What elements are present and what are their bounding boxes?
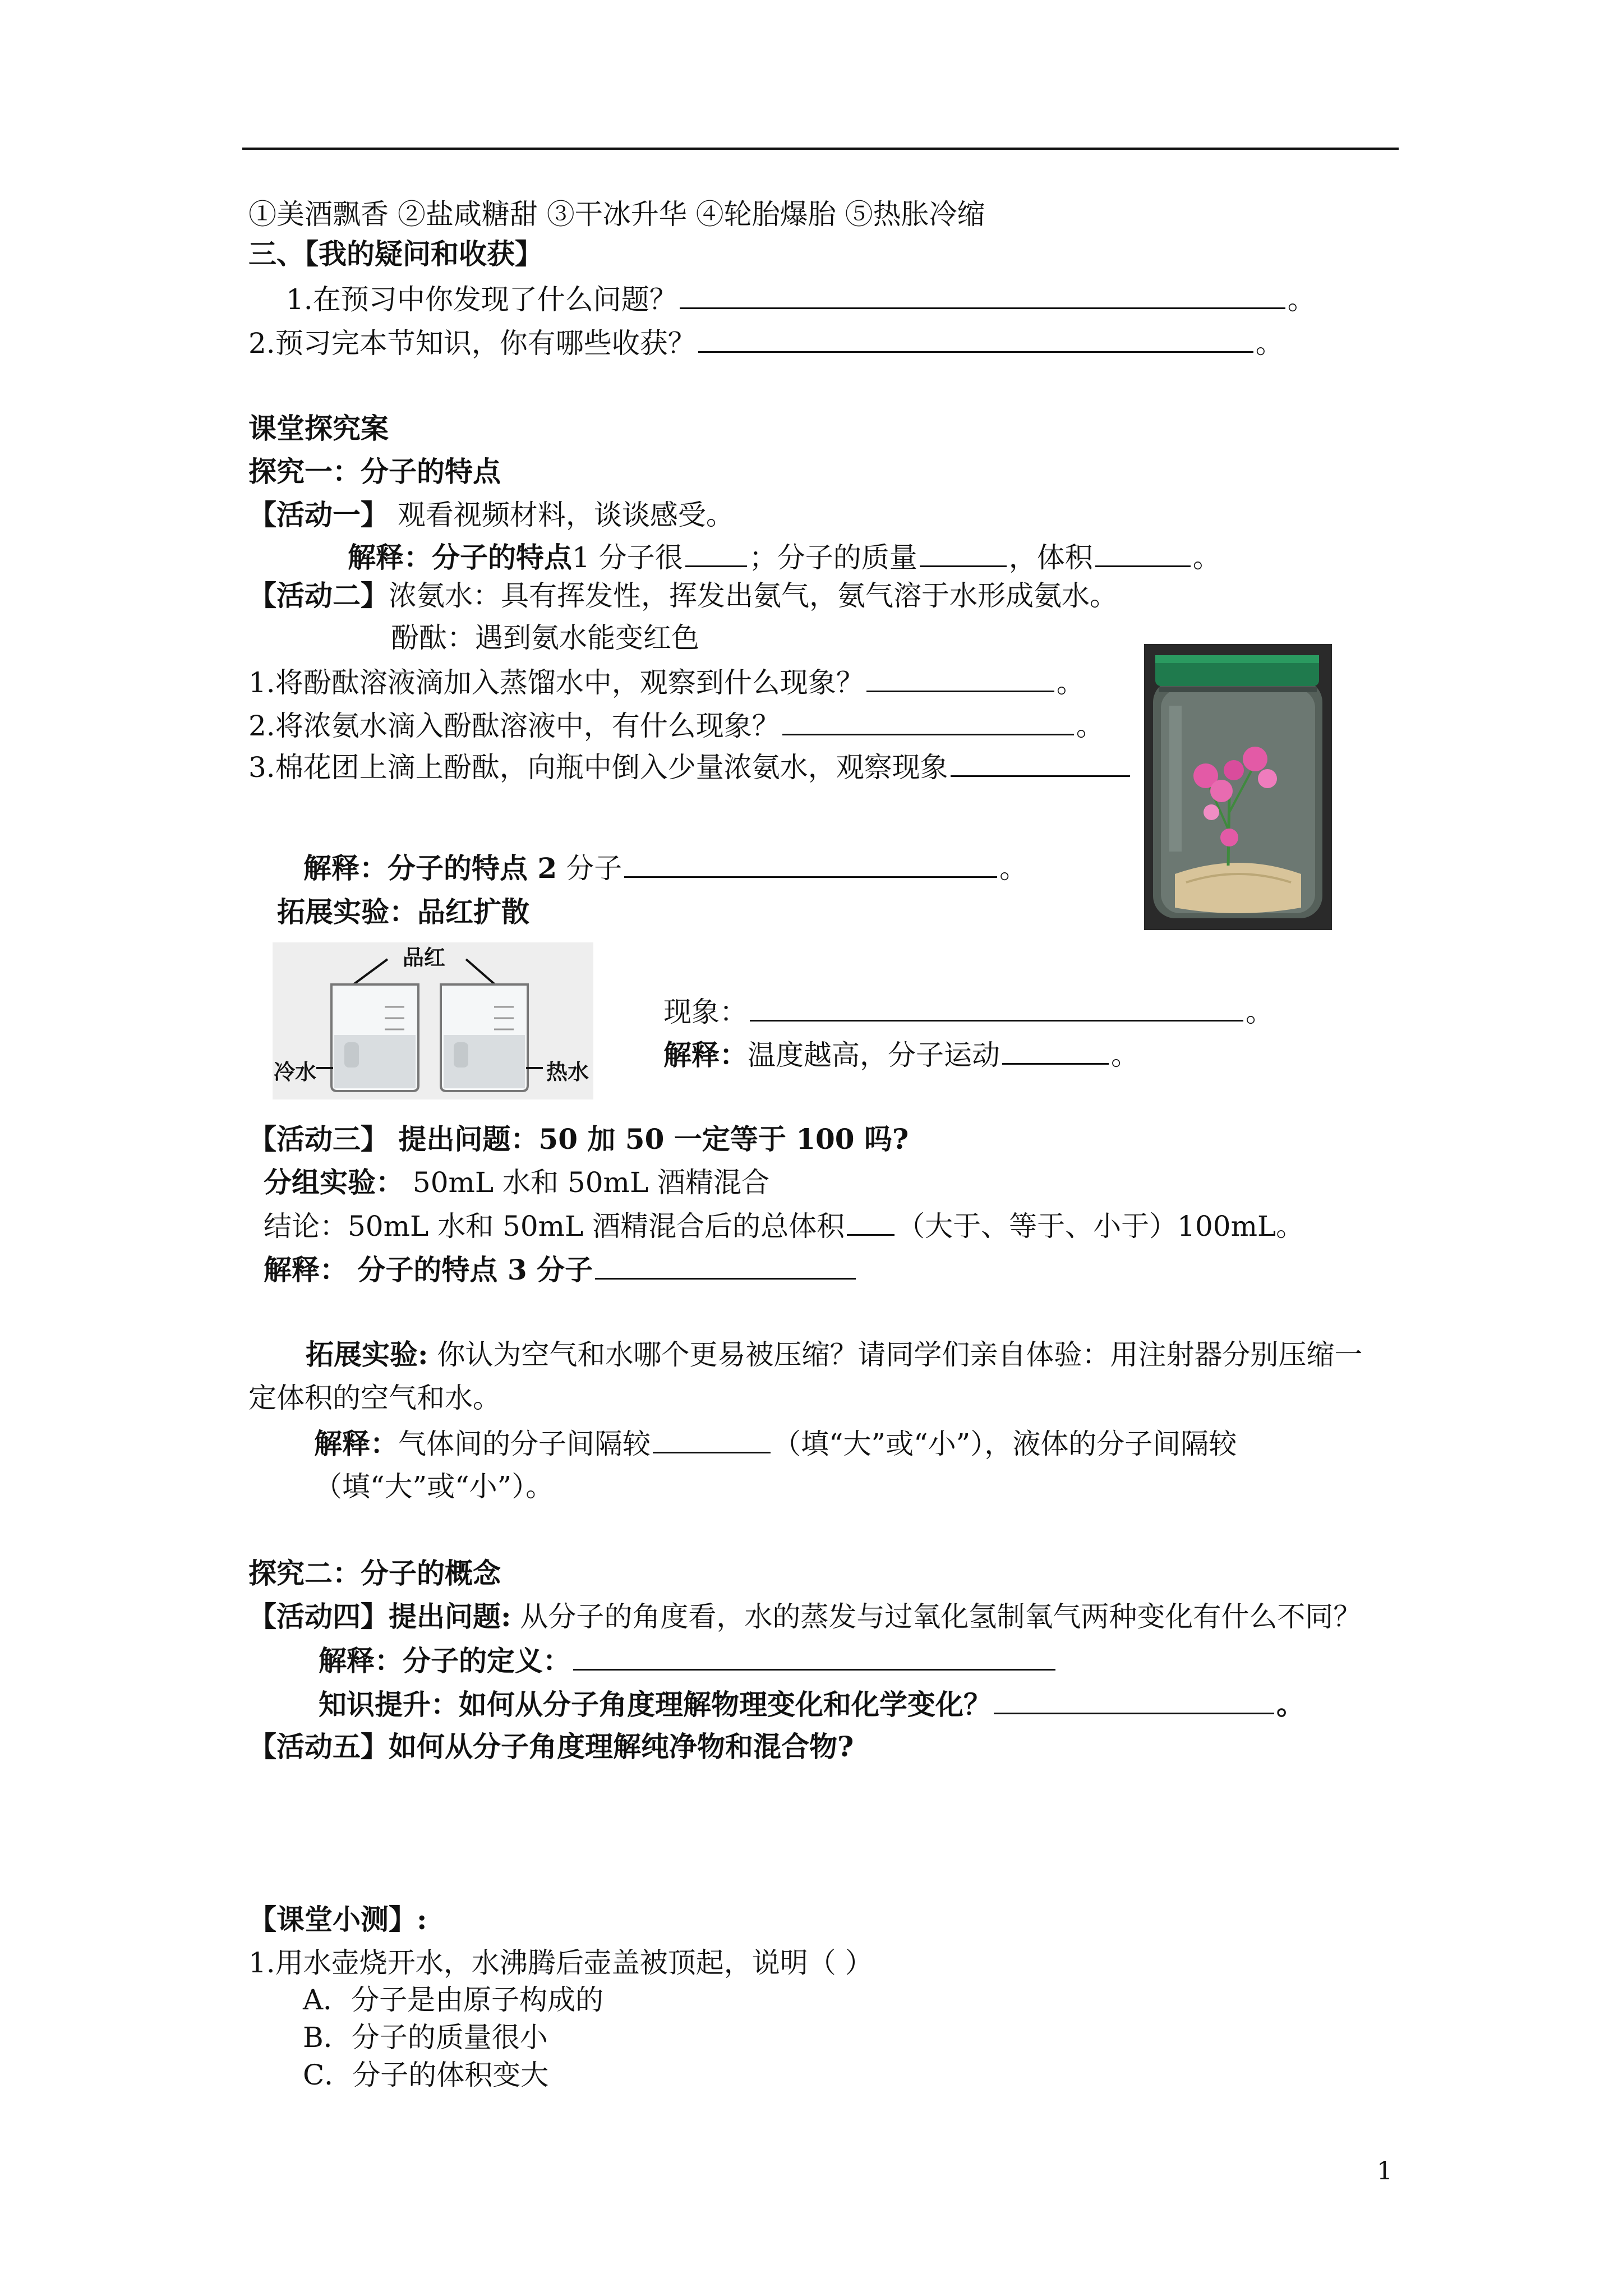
classroom-title: 课堂探究案 xyxy=(248,412,389,445)
beaker-label-cold: 冷水 xyxy=(274,1059,317,1084)
explanation5-a: 气体间的分子间隔较 xyxy=(398,1428,651,1460)
answer-blank[interactable] xyxy=(680,280,1285,309)
explanation5-b: （填“大”或“小”），液体的分子间隔较 xyxy=(773,1428,1237,1460)
header-rule xyxy=(242,148,1399,150)
quiz-option-a: A．分子是由原子构成的 xyxy=(303,1984,604,2016)
explanation5 xyxy=(314,1425,1237,1462)
explanation1-b: ；分子的质量 xyxy=(749,541,917,574)
section3-title: 三、【我的疑问和收获】 xyxy=(248,237,543,270)
exp-question-2 xyxy=(248,707,1104,744)
answer-blank[interactable] xyxy=(782,707,1074,735)
quiz-question-1: 1.用水壶烧开水，水沸腾后壶盖被顶起，说明（ ） xyxy=(248,1947,873,1979)
exp-question-1 xyxy=(248,664,1085,701)
activity5: 【活动五】如何从分子角度理解纯净物和混合物? xyxy=(248,1730,854,1763)
conclusion-a: 结论：50mL 水和 50mL 酒精混合后的总体积 xyxy=(264,1210,845,1243)
knowledge-boost-text: 知识提升：如何从分子角度理解物理变化和化学变化？ xyxy=(319,1688,992,1721)
activity4 xyxy=(248,1599,1361,1635)
activity3 xyxy=(248,1121,909,1157)
beaker-label-top: 品红 xyxy=(403,945,446,970)
explanation3-text: 温度越高，分子运动 xyxy=(748,1039,1000,1071)
beaker-label-hot: 热水 xyxy=(546,1059,589,1084)
activity4-label: 【活动四】提出问题: xyxy=(248,1600,511,1633)
activity1-label: 【活动一】 xyxy=(248,498,389,531)
answer-blank[interactable] xyxy=(595,1251,856,1280)
explanation6 xyxy=(319,1642,1058,1679)
explanation3-end: 。 xyxy=(1111,1039,1139,1071)
exp-question-3 xyxy=(248,748,1132,785)
extension2 xyxy=(306,1337,1362,1373)
activity2 xyxy=(248,578,1118,614)
explanation4-text: 分子的特点 3 分子 xyxy=(348,1253,593,1286)
quiz-title: 【课堂小测】: xyxy=(248,1903,427,1936)
explore1-title: 探究一：分子的特点 xyxy=(248,455,501,488)
group-experiment-label: 分组实验： xyxy=(264,1166,404,1199)
answer-blank[interactable] xyxy=(624,849,997,878)
answer-blank[interactable] xyxy=(573,1642,1055,1671)
answer-blank[interactable] xyxy=(653,1425,771,1453)
explanation5-cont: （填“大”或“小”）。 xyxy=(314,1470,554,1503)
page-number: 1 xyxy=(1377,2157,1393,2185)
extension1-title: 拓展实验：品红扩散 xyxy=(277,895,529,928)
extension2-text: 你认为空气和水哪个更易被压缩？请同学们亲自体验：用注射器分别压缩一 xyxy=(428,1338,1363,1371)
extension2-cont: 定体积的空气和水。 xyxy=(248,1382,501,1414)
explanation5-label: 解释： xyxy=(314,1427,398,1460)
answer-blank[interactable] xyxy=(866,664,1054,692)
answer-blank[interactable] xyxy=(1002,1036,1109,1065)
answer-blank[interactable] xyxy=(685,539,747,567)
explanation1-label: 解释：分子的特点 xyxy=(348,541,572,574)
activity3-text: 提出问题：50 加 50 一定等于 100 吗? xyxy=(389,1122,909,1156)
explanation3-label: 解释： xyxy=(663,1038,748,1071)
explanation2-end: 。 xyxy=(999,852,1028,885)
explanation1 xyxy=(348,539,1221,576)
exp-question-2-end: 。 xyxy=(1076,710,1104,742)
phenomenon-end: 。 xyxy=(1246,996,1274,1028)
exp-question-3-text: 3.棉花团上滴上酚酞，向瓶中倒入少量浓氨水，观察现象 xyxy=(248,751,948,784)
explanation3 xyxy=(663,1036,1139,1073)
section3-q1 xyxy=(286,280,1316,318)
explanation2-text: 分子 xyxy=(557,852,623,885)
section3-q2-end: 。 xyxy=(1255,327,1284,360)
conclusion xyxy=(264,1207,1304,1244)
answer-blank[interactable] xyxy=(994,1686,1274,1714)
activity2-sub: 酚酞：遇到氨水能变红色 xyxy=(391,622,699,654)
beaker-diagram xyxy=(273,942,593,1099)
activity3-label: 【活动三】 xyxy=(248,1122,389,1156)
answer-blank[interactable] xyxy=(847,1207,895,1236)
section3-q2 xyxy=(248,324,1284,361)
answer-blank[interactable] xyxy=(951,748,1130,777)
explore2-title: 探究二：分子的概念 xyxy=(248,1557,501,1590)
explanation4-label: 解释： xyxy=(264,1253,348,1286)
phenomenon xyxy=(663,993,1274,1030)
activity2-text: 浓氨水：具有挥发性，挥发出氨气，氨气溶于水形成氨水。 xyxy=(389,579,1118,612)
section3-q1-text: 1.在预习中你发现了什么问题？ xyxy=(286,283,677,316)
conclusion-b: （大于、等于、小于）100mL。 xyxy=(897,1210,1304,1243)
answer-blank[interactable] xyxy=(698,324,1253,353)
group-experiment-text: 50mL 水和 50mL 酒精混合 xyxy=(404,1166,770,1199)
exp-question-2-text: 2.将浓氨水滴入酚酞溶液中，有什么现象？ xyxy=(248,710,780,742)
knowledge-boost-end: 。 xyxy=(1276,1688,1304,1721)
activity1 xyxy=(248,497,734,533)
explanation2 xyxy=(303,849,1027,886)
explanation2-label: 解释：分子的特点 2 xyxy=(303,852,557,885)
activity1-text: 观看视频材料，谈谈感受。 xyxy=(389,499,734,531)
extension2-label: 拓展实验: xyxy=(306,1338,428,1371)
answer-blank[interactable] xyxy=(1095,539,1191,567)
quiz-option-b: B．分子的质量很小 xyxy=(303,2021,548,2054)
activity2-label: 【活动二】 xyxy=(248,579,389,612)
exp-question-1-text: 1.将酚酞溶液滴加入蒸馏水中，观察到什么现象？ xyxy=(248,666,864,699)
explanation6-label: 解释：分子的定义： xyxy=(319,1644,571,1677)
answer-blank[interactable] xyxy=(920,539,1007,567)
exp-question-1-end: 。 xyxy=(1056,666,1085,699)
quiz-option-c: C．分子的体积变大 xyxy=(303,2059,549,2091)
knowledge-boost xyxy=(319,1686,1304,1723)
explanation1-c: ，体积 xyxy=(1008,541,1093,574)
explanation1-end: 。 xyxy=(1192,541,1221,574)
group-experiment xyxy=(264,1165,769,1200)
ammonia-jar-photo xyxy=(1144,644,1332,930)
answer-blank[interactable] xyxy=(750,993,1243,1022)
activity4-text: 从分子的角度看，水的蒸发与过氧化氢制氧气两种变化有什么不同？ xyxy=(511,1600,1362,1633)
explanation1-a: 1 分子很 xyxy=(572,541,683,574)
section3-q2-text: 2.预习完本节知识，你有哪些收获？ xyxy=(248,327,696,360)
phenomenon-label: 现象： xyxy=(663,996,748,1028)
explanation4 xyxy=(264,1251,858,1288)
top-list: ①美酒飘香 ②盐咸糖甜 ③干冰升华 ④轮胎爆胎 ⑤热胀冷缩 xyxy=(248,198,985,231)
section3-q1-end: 。 xyxy=(1287,283,1316,316)
